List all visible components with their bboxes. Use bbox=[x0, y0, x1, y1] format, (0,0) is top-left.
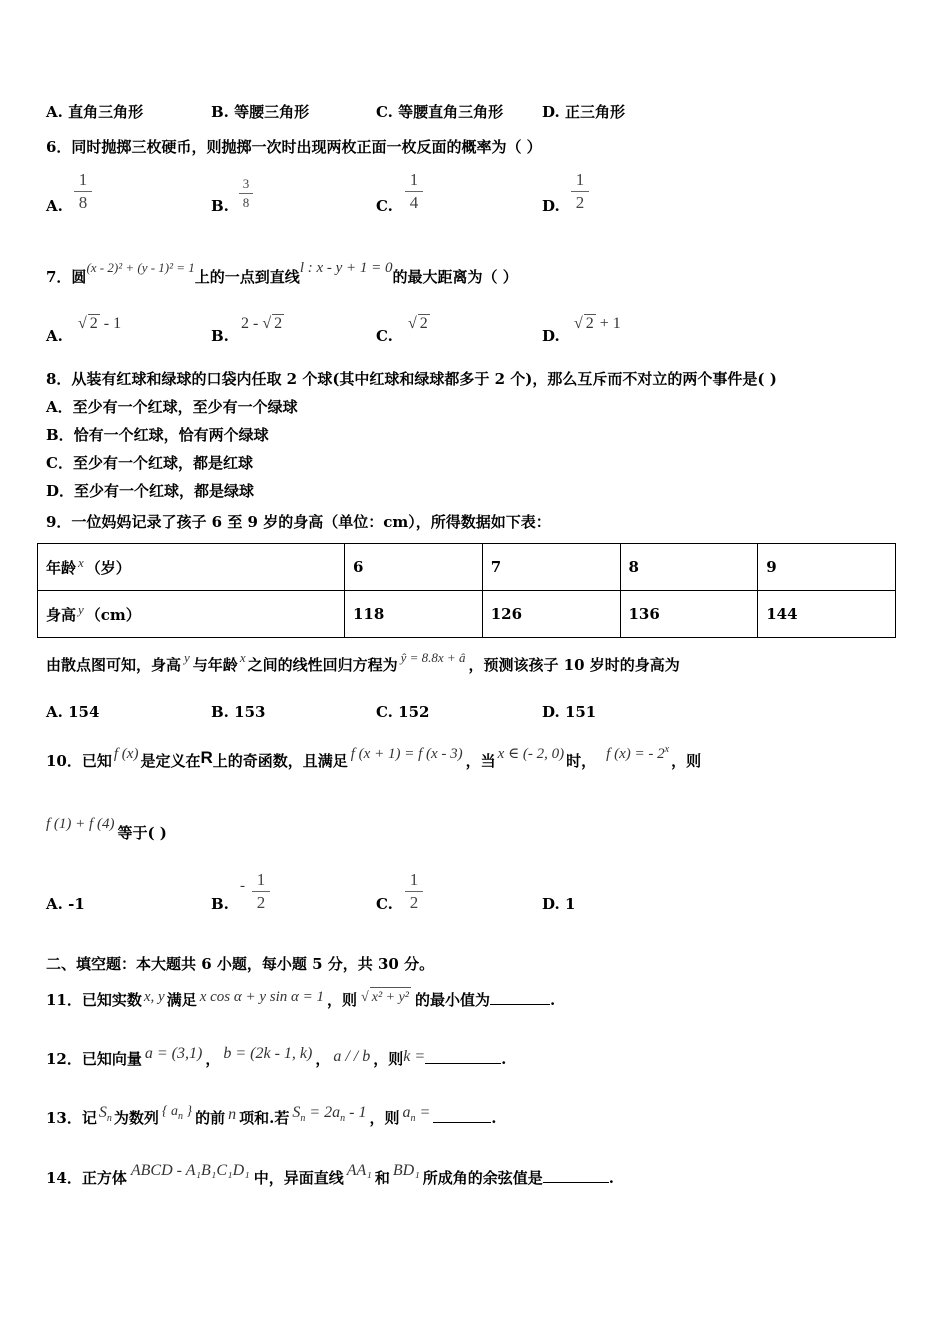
answer-blank[interactable] bbox=[433, 1108, 491, 1123]
q5-option-c: C. 等腰直角三角形 bbox=[376, 103, 504, 121]
q8-option-a: A．至少有一个红球，至少有一个绿球 bbox=[46, 398, 298, 416]
table-cell: 8 bbox=[620, 544, 758, 591]
q7-option-c-expr: √ 2 bbox=[408, 315, 428, 332]
q6-option-b-fraction: 3 8 bbox=[239, 176, 253, 211]
q9-option-c: C. 152 bbox=[376, 703, 430, 721]
q7-option-d-expr: √ 2 + 1 bbox=[574, 315, 621, 332]
q9-followup: 由散点图可知，身高 y 与年龄 x 之间的线性回归方程为 ŷ = 8.8x + â ，预测该孩子 10 岁时的身高为 bbox=[46, 650, 680, 674]
q6-option-a-fraction: 1 8 bbox=[74, 170, 92, 213]
q6-option-c-label: C. bbox=[376, 197, 393, 215]
table-cell: 118 bbox=[345, 591, 483, 638]
q10-option-d: D. 1 bbox=[542, 895, 576, 913]
q10-option-c-label: C. bbox=[376, 895, 393, 913]
table-row-height bbox=[38, 591, 896, 638]
q7-option-b-label: B. bbox=[211, 327, 229, 345]
table-cell-header: 年龄 x （岁） bbox=[38, 544, 345, 591]
table-row-age bbox=[38, 544, 896, 591]
q5-option-d: D. 正三角形 bbox=[542, 103, 625, 121]
q5-option-b: B. 等腰三角形 bbox=[211, 103, 310, 121]
q8-option-c: C．至少有一个红球，都是红球 bbox=[46, 454, 253, 472]
table-cell: 136 bbox=[620, 591, 758, 638]
q6-stem: 6．同时抛掷三枚硬币，则抛掷一次时出现两枚正面一枚反面的概率为（ ） bbox=[46, 138, 542, 156]
table-cell: 7 bbox=[482, 544, 620, 591]
q5-option-a: A. 直角三角形 bbox=[46, 103, 144, 121]
q7-option-d-label: D. bbox=[542, 327, 560, 345]
q6-option-c-fraction: 1 4 bbox=[405, 170, 423, 213]
q10-option-c-fraction: 1 2 bbox=[405, 870, 423, 913]
answer-blank[interactable] bbox=[425, 1049, 501, 1064]
q7-stem: 7．圆(x - 2)² + (y - 1)² = 1上的一点到直线l : x - y + 1 = 0的最大距离为（ ） bbox=[46, 260, 518, 286]
q7-option-a-label: A. bbox=[46, 327, 63, 345]
q9-option-d: D. 151 bbox=[542, 703, 597, 721]
q7-option-b-expr: 2 - √ 2 bbox=[241, 315, 283, 332]
table-cell: 126 bbox=[482, 591, 620, 638]
q10-stem: 10．已知 f (x) 是定义在R上的奇函数，且满足 f (x + 1) = f (x - 3) ，当 x ∈ (- 2, 0) 时， f (x) = - 2$^x$，则 bbox=[46, 744, 702, 770]
q11-stem: 11．已知实数 x, y 满足 x cos α + y sin α = 1 ，则 √ x² + y² 的最小值为 . bbox=[46, 989, 556, 1009]
q8-stem: 8．从装有红球和绿球的口袋内任取 2 个球(其中红球和绿球都多于 2 个)，那么互斥而不对立的两个事件是( ) bbox=[46, 370, 777, 388]
q8-option-b: B．恰有一个红球，恰有两个绿球 bbox=[46, 426, 269, 444]
q6-option-b-label: B. bbox=[211, 197, 229, 215]
q7-circle-equation: (x - 2)² + (y - 1)² = 1 bbox=[86, 260, 195, 275]
q13-stem: 13．记 $S_n$ 为数列 { $a_n$ } 的前 n 项和.若 $S_n = 2a_n - 1$ ，则 $a_n$ = . bbox=[46, 1104, 497, 1127]
q12-stem: 12．已知向量 a = (3,1) ， b = (2k - 1, k) ， a / / b ，则k = . bbox=[46, 1045, 507, 1068]
q9-regression-equation: ŷ = 8.8x + â bbox=[400, 650, 466, 665]
q10-option-b-sign: - bbox=[240, 878, 245, 894]
q10-stem-continued: f (1) + f (4) 等于( ) bbox=[46, 816, 167, 842]
q10-option-a: A. -1 bbox=[46, 895, 85, 913]
answer-blank[interactable] bbox=[490, 990, 550, 1005]
q7-line-equation: l : x - y + 1 = 0 bbox=[299, 260, 393, 276]
answer-blank[interactable] bbox=[543, 1168, 609, 1183]
q9-option-b: B. 153 bbox=[211, 703, 266, 721]
table-cell: 9 bbox=[758, 544, 896, 591]
q9-data-table bbox=[37, 543, 896, 638]
table-cell-header: 身高 y （cm） bbox=[38, 591, 345, 638]
q6-option-a-label: A. bbox=[46, 197, 63, 215]
q14-stem: 14．正方体 ABCD - A₁B₁C₁D₁ 中，异面直线 AA₁ 和 BD₁ 所成角的余弦值是 . bbox=[46, 1162, 614, 1187]
q6-option-d-fraction: 1 2 bbox=[571, 170, 589, 213]
table-cell: 6 bbox=[345, 544, 483, 591]
q6-option-d-label: D. bbox=[542, 197, 560, 215]
q8-option-d: D．至少有一个红球，都是绿球 bbox=[46, 482, 255, 500]
q10-option-b-fraction: 1 2 bbox=[252, 870, 270, 913]
section-heading-fill-in: 二、填空题：本大题共 6 小题，每小题 5 分，共 30 分。 bbox=[46, 955, 435, 973]
q9-option-a: A. 154 bbox=[46, 703, 100, 721]
q9-stem: 9．一位妈妈记录了孩子 6 至 9 岁的身高（单位：cm），所得数据如下表： bbox=[46, 513, 551, 531]
q7-option-a-expr: √ 2 - 1 bbox=[78, 315, 122, 332]
q7-option-c-label: C. bbox=[376, 327, 393, 345]
table-cell: 144 bbox=[758, 591, 896, 638]
q10-option-b-label: B. bbox=[211, 895, 229, 913]
